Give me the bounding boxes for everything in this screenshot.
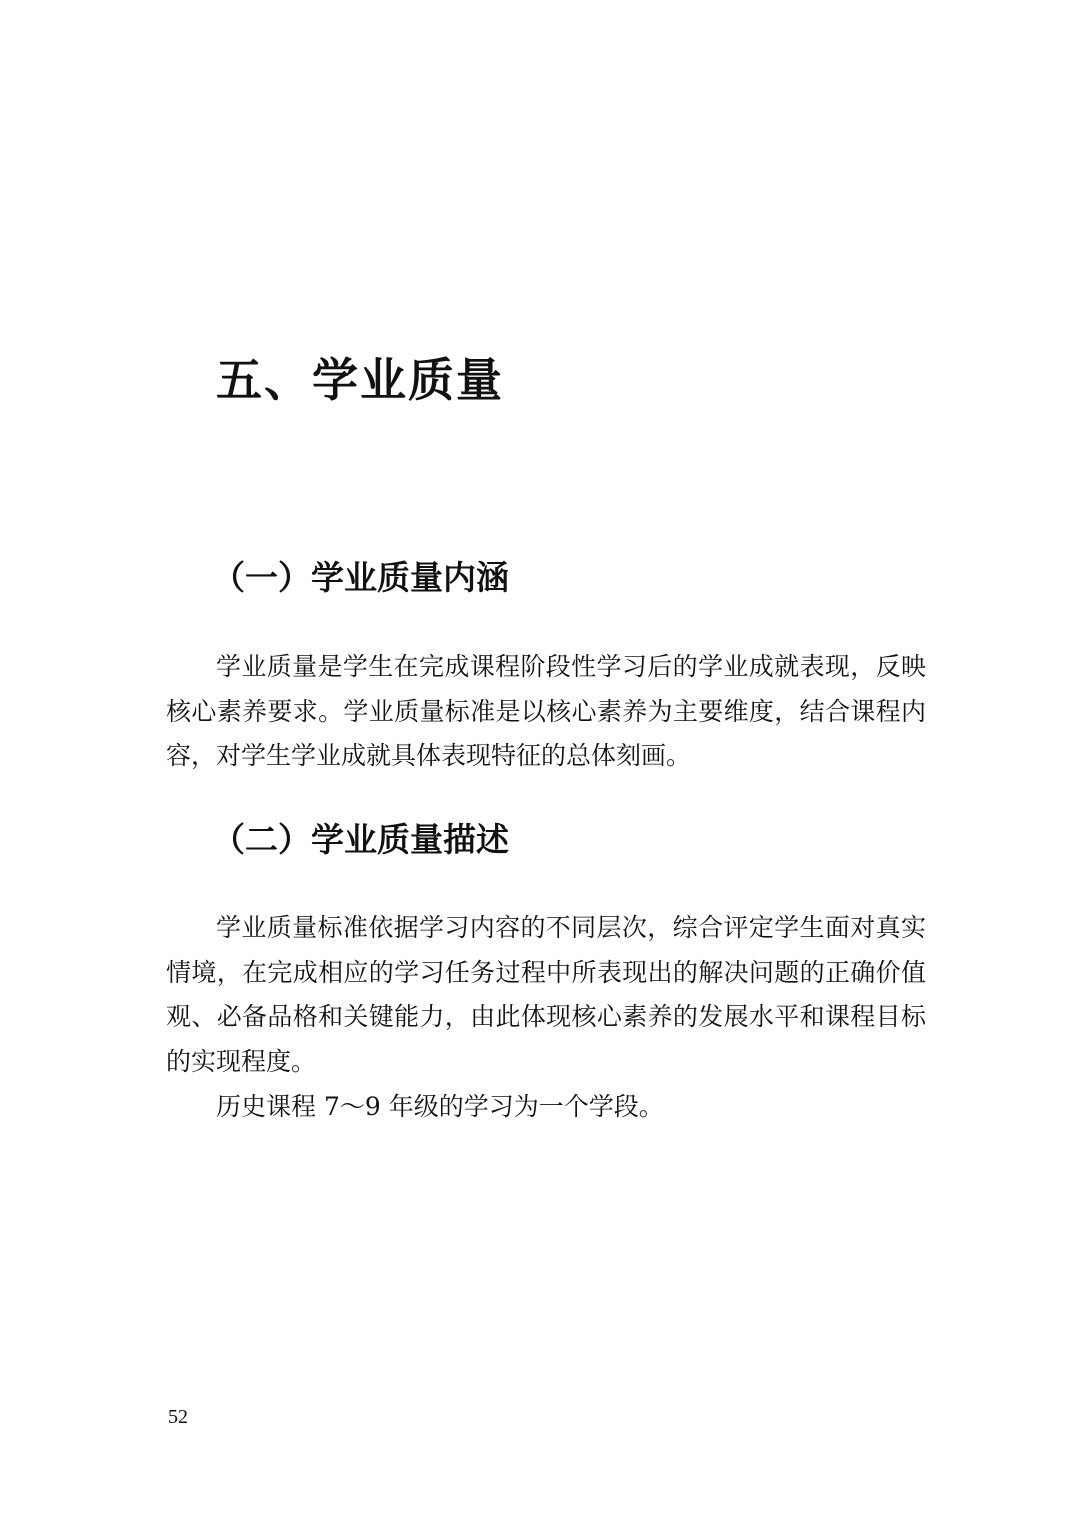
page-number: 52: [168, 1406, 188, 1428]
paragraph-description: 学业质量标准依据学习内容的不同层次，综合评定学生面对真实情境，在完成相应的学习任务过程中所表现出的解决问题的正确价值观、必备品格和关键能力，由此体现核心素养的发展水平和课程目标的实现程度。: [166, 913, 926, 1076]
section-heading-description: （二）学业质量描述: [212, 820, 509, 859]
section-heading-connotation: （一）学业质量内涵: [212, 558, 509, 597]
paragraph-grade-range: 历史课程 7～9 年级的学习为一个学段。: [216, 1092, 664, 1121]
chapter-title: 五、学业质量: [216, 353, 504, 407]
paragraph-connotation: 学业质量是学生在完成课程阶段性学习后的学业成就表现，反映核心素养要求。学业质量标准是以核心素养为主要维度，结合课程内容，对学生学业成就具体表现特征的总体刻画。: [166, 652, 926, 770]
